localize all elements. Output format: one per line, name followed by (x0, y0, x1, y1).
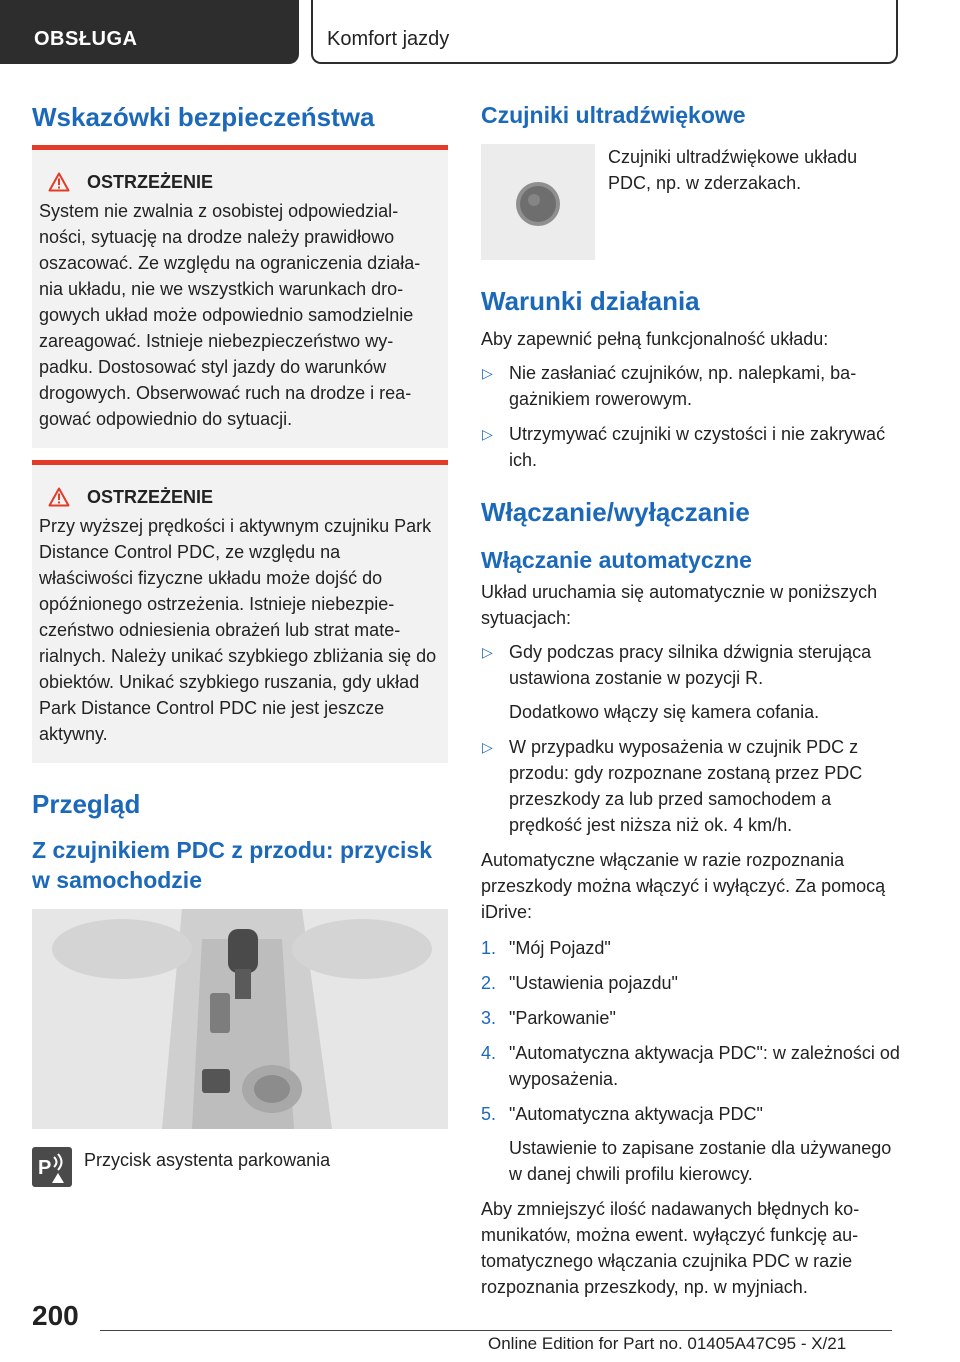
page-number: 200 (32, 1300, 79, 1331)
section-label: OBSŁUGA (34, 28, 138, 50)
warning-triangle-icon (48, 487, 70, 507)
warning-text: System nie zwalnia z osobistej odpowiedzialności, sytuację na drodze należy prawidłowo oszacować. Ze względu na ograniczenia działania układu, nie we wszystkich warunkach drogowych układ może odpowiednio samodzielnie zareagować. Istnieje niebezpieczeństwo wypadku. Dostosować styl jazdy do warunków drogowych. Obserwować ruch na drodze i reagować odpowiednio do sytuacji. (39, 201, 421, 429)
ultrasonic-sensor-illustration (481, 144, 595, 260)
auto-intro: Układ uruchamia się automatycznie w poniższych sytuacjach: (481, 582, 878, 628)
conditions-heading: Warunki działania (481, 286, 700, 316)
onoff-heading: Włączanie/wyłączanie (481, 497, 750, 527)
sensors-row (481, 144, 901, 260)
list-item: 2. "Ustawienia pojazdu" (481, 973, 678, 993)
list-item: 4. "Automatyczna aktywacja PDC": w zależności od wyposażenia. (481, 1043, 900, 1089)
list-item-note: Ustawienie to zapisane zostanie dla używanego w danej chwili profilu kierowcy. (509, 1138, 892, 1184)
triangle-bullet-icon: ▷ (482, 365, 493, 381)
list-item: ▷ Nie zasłaniać czujników, np. nalepkami, bagażnikiem rowerowym. (481, 360, 901, 412)
chapter-tab (311, 0, 898, 64)
list-item: 5. "Automatyczna aktywacja PDC" Ustawienie to zapisane zostanie dla używanego w danej chwili profilu kierowcy. (481, 1101, 901, 1187)
conditions-intro: Aby zapewnić pełną funkcjonalność układu: (481, 329, 829, 349)
footer-divider (100, 1330, 892, 1331)
warning-label: OSTRZEŻENIE (87, 172, 214, 192)
svg-text:P: P (38, 1157, 52, 1179)
warning-label: OSTRZEŻENIE (87, 487, 214, 507)
warning-box (32, 460, 448, 763)
console-photo (32, 909, 448, 1129)
list-item: ▷ Gdy podczas pracy silnika dźwignia sterująca ustawiona zostanie w pozycji R. Dodatkowo włączy się kamera cofania. (481, 639, 901, 725)
conditions-list (481, 360, 901, 473)
final-paragraph: Aby zmniejszyć ilość nadawanych błędnych komunikatów, można ewent. wyłączyć funkcję automatycznego włączania czujnika PDC w razie rozpoznania przeszkody, np. w myjniach. (481, 1199, 860, 1297)
triangle-bullet-icon: ▷ (482, 644, 493, 660)
list-item-note: Dodatkowo włączy się kamera cofania. (509, 702, 820, 722)
list-item: ▷ W przypadku wyposażenia w czujnik PDC z przodu: gdy rozpoznane zostaną przez PDC przeszkody za lub przed samochodem a prędkość jest niższa niż ok. 4 km/h. (481, 734, 901, 838)
warning-title (39, 485, 438, 509)
warning-title (39, 170, 438, 194)
auto-paragraph: Automatyczne włączanie w razie rozpoznania przeszkody można włączyć i wyłączyć. Za pomocą iDrive: (481, 850, 886, 922)
section-tab (0, 0, 299, 64)
parking-assistant-button-icon (32, 1147, 72, 1187)
idrive-steps (481, 935, 901, 1187)
warning-box (32, 145, 448, 448)
chapter-label: Komfort jazdy (327, 28, 450, 50)
safety-heading: Wskazówki bezpieczeństwa (32, 102, 375, 132)
page-header (0, 0, 960, 66)
list-item: 3. "Parkowanie" (481, 1008, 616, 1028)
triangle-bullet-icon: ▷ (482, 426, 493, 442)
edition-note: Online Edition for Part no. 01405A47C95 - X/21 (488, 1334, 847, 1353)
auto-list (481, 639, 901, 838)
button-caption-row (32, 1147, 448, 1187)
sensor-photo (481, 144, 595, 260)
warning-triangle-icon (48, 172, 70, 192)
list-item: ▷ Utrzymywać czujniki w czystości i nie zakrywać ich. (481, 421, 901, 473)
sensors-heading: Czujniki ultradźwiękowe (481, 102, 746, 128)
right-column (481, 100, 901, 1300)
button-caption: Przycisk asystenta parkowania (84, 1150, 331, 1170)
overview-subheading: Z czujnikiem PDC z przodu: przycisk w samochodzie (32, 837, 433, 893)
center-console-illustration (32, 909, 448, 1129)
triangle-bullet-icon: ▷ (482, 739, 493, 755)
overview-heading: Przegląd (32, 789, 141, 819)
list-item: 1. "Mój Pojazd" (481, 938, 611, 958)
auto-heading: Włączanie automatyczne (481, 547, 752, 573)
left-column (32, 100, 448, 1187)
sensors-caption: Czujniki ultradźwiękowe układu PDC, np. w zderzakach. (608, 147, 858, 193)
warning-text: Przy wyższej prędkości i aktywnym czujniku Park Distance Control PDC, ze względu na właściwości fizyczne układu może dojść do opóźnionego ostrzeżenia. Istnieje niebezpieczeństwo odniesienia obrażeń lub strat materialnych. Należy unikać szybkiego zbliżania się do obiektów. Unikać szybkiego ruszania, gdy układ Park Distance Control PDC nie jest jeszcze aktywny. (39, 516, 437, 744)
